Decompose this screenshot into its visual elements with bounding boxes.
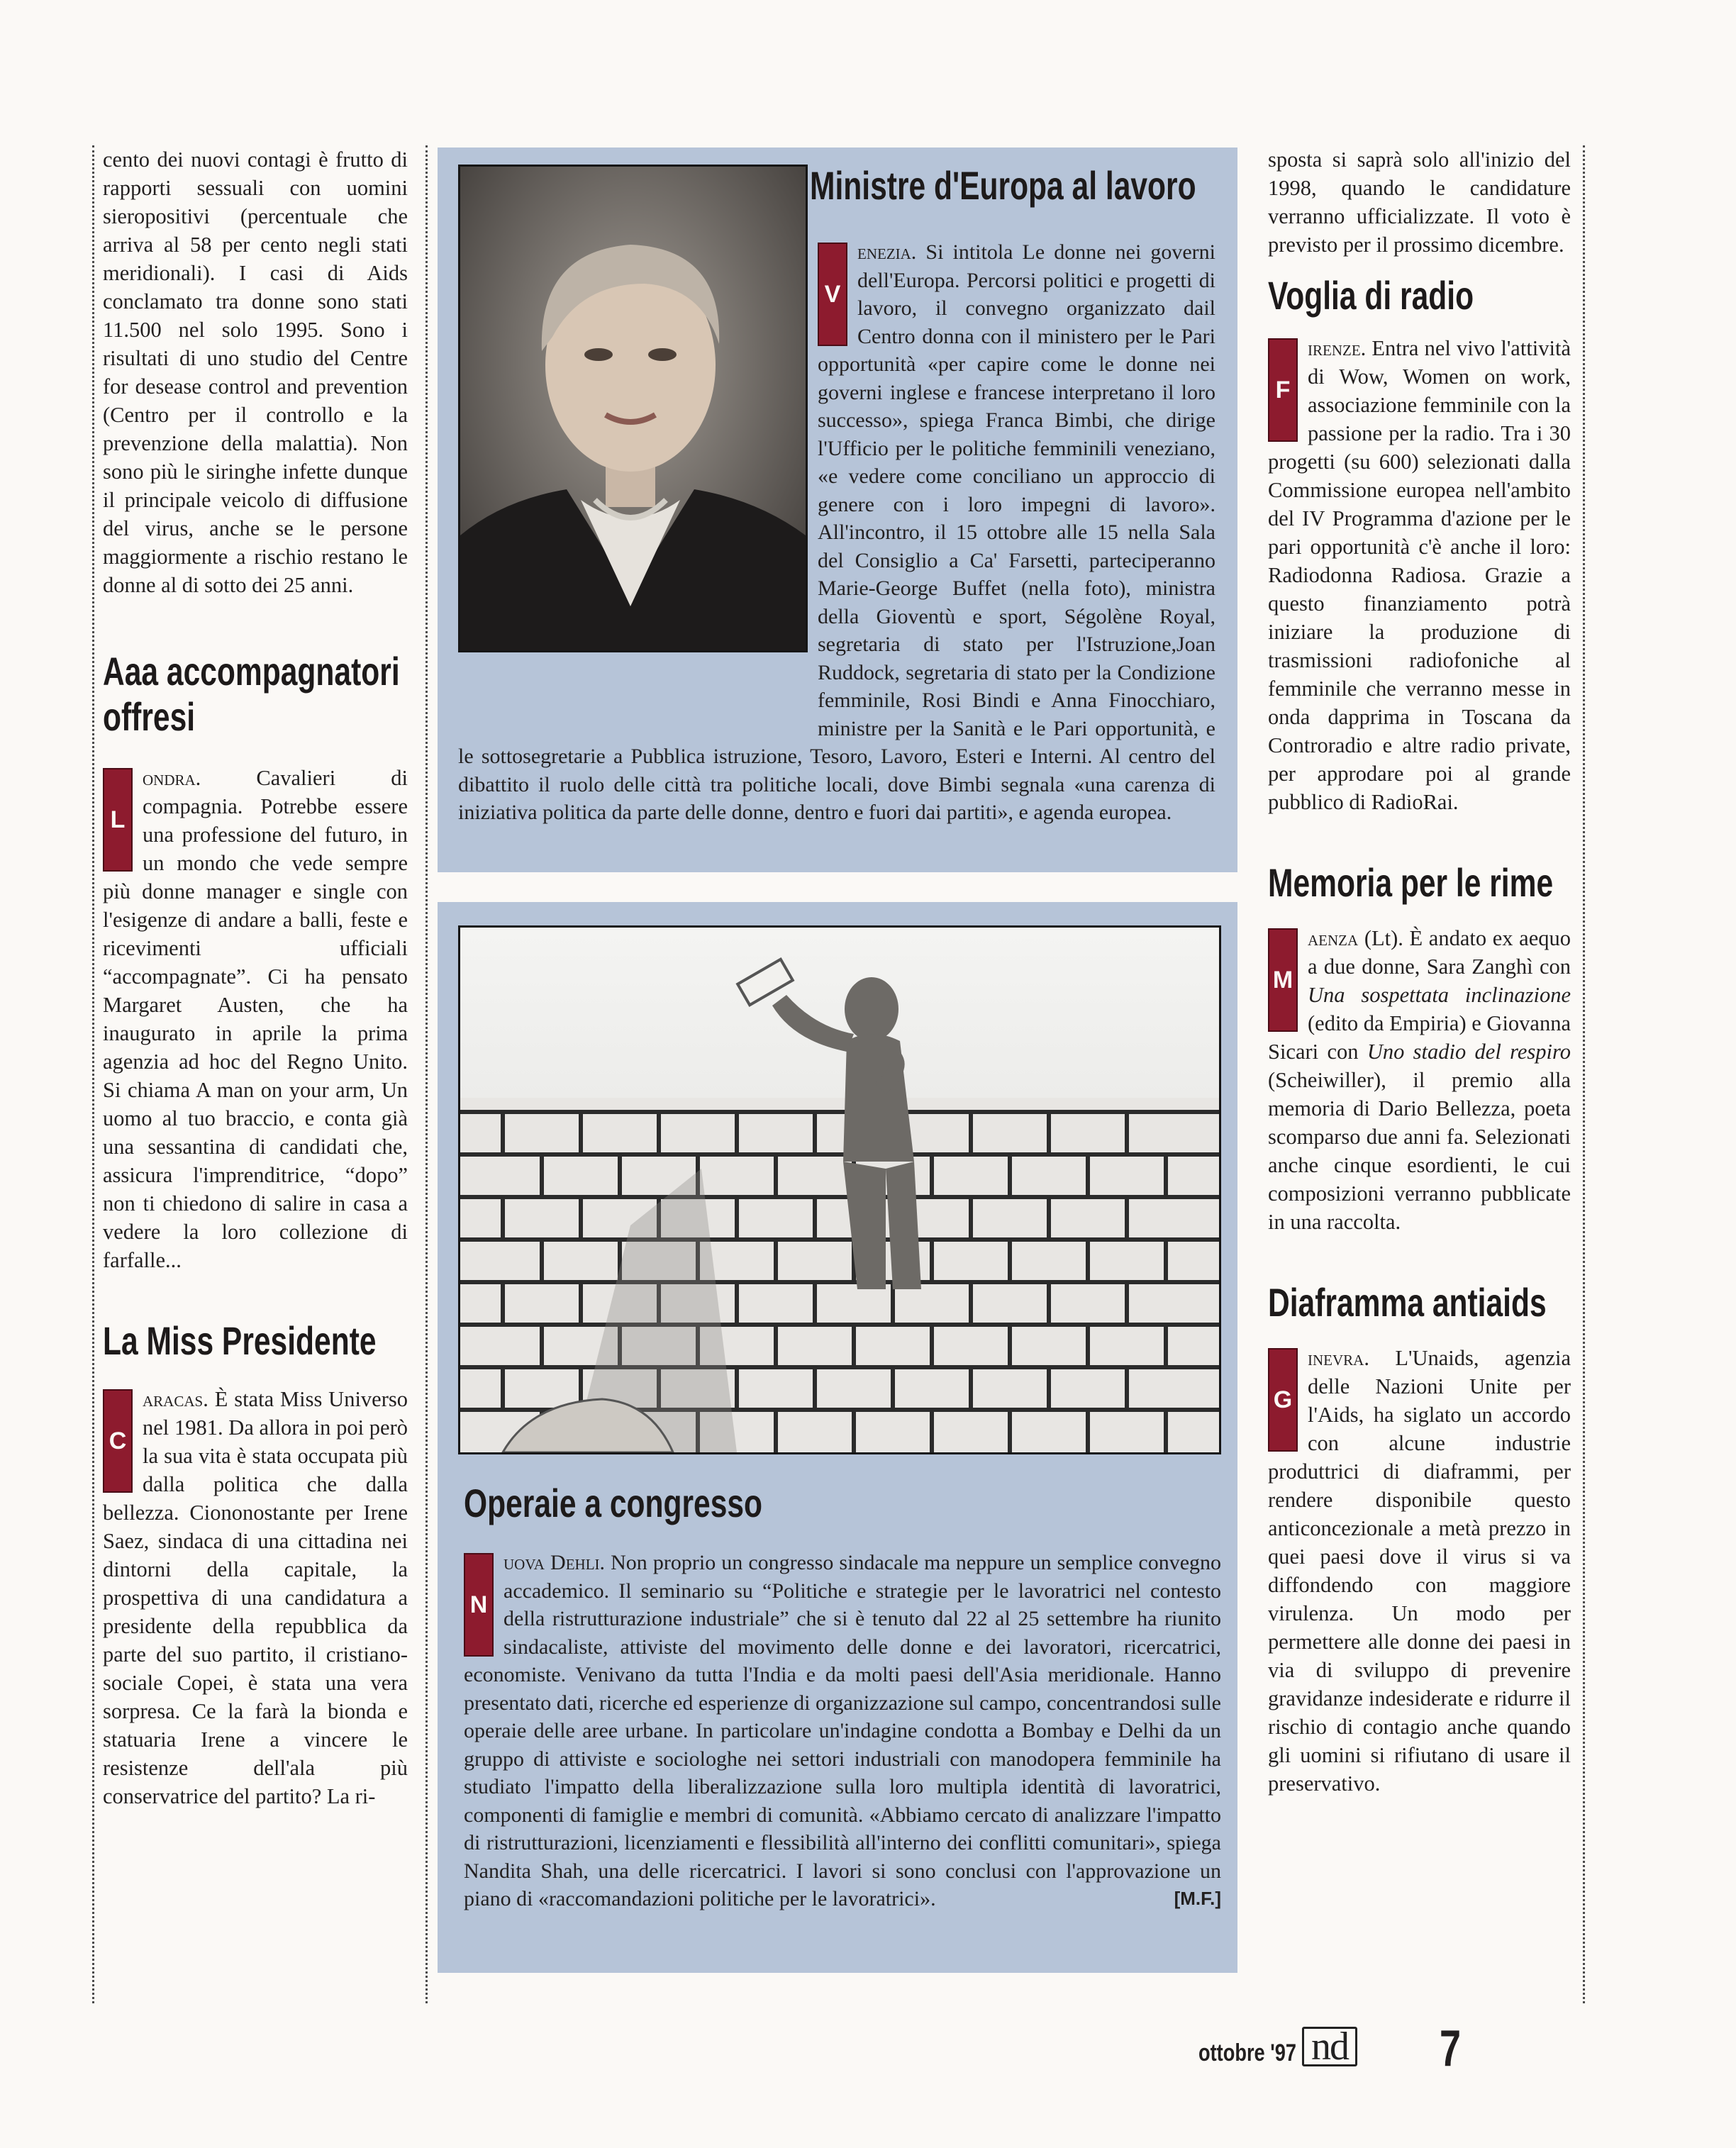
article-title: Ministre d'Europa al lavoro bbox=[810, 163, 1196, 208]
dateline-city: enezia. bbox=[857, 240, 917, 264]
book-title-2: Uno stadio del respiro bbox=[1367, 1040, 1571, 1064]
article-body: Cavalieri di compagnia. Potrebbe essere una professione del futuro, in un mondo che vede sempre più donne manager e single con l'esigenze di andare a balli, feste e ricevimenti ufficiali “accompagnate”. Ci ha pensato Margaret Austen, che ha inaugurato in aprile la prima agenzia ad hoc del Regno Unito. Si chiama A man on your arm, Un uomo al tuo braccio, e conta già una sessantina di candidati che, assicura l'imprenditrice, “dopo” non ti chiedono di salire in casa a vedere la loro collezione di farfalle... bbox=[103, 766, 408, 1272]
dropcap: M bbox=[1268, 928, 1298, 1032]
article-title: La Miss Presidente bbox=[103, 1318, 377, 1363]
article-body: È stata Miss Universo nel 1981. Da allora in poi però la sua vita è stata occupata più dalla politica che dalla bellezza. Ciononostante per Irene Saez, sindaca di una cittadina nei dintorni della capitale, la prospettiva di una candidatura a presidente della repubblica da parte del suo partito, il cristiano-sociale Copei, è stata una vera sorpresa. Ce la farà la bionda e statuaria Irene a vincere le resistenze dell'ala più conservatrice del partito? La ri- bbox=[103, 1387, 408, 1808]
book-title-1: Una sospettata inclinazione bbox=[1308, 983, 1571, 1007]
article-title: Operaie a congresso bbox=[464, 1481, 763, 1525]
col3-intro-text: sposta si saprà solo all'inizio del 1998, quando le candidature verranno ufficializzate. Il voto è previsto per il prossimo dicembre. bbox=[1268, 148, 1571, 257]
article-title: Aaa accompagnatori offresi bbox=[103, 649, 400, 739]
dropcap: F bbox=[1268, 338, 1298, 442]
article-memoria-per-le-rime bbox=[1268, 860, 1571, 1236]
dropcap: N bbox=[464, 1553, 494, 1657]
dropcap: V bbox=[818, 243, 847, 346]
dateline-city: aracas. bbox=[143, 1387, 208, 1411]
article-body: Si intitola Le donne nei governi dell'Europa. Percorsi politici e progetti di lavoro, il convegno organizzato dail Centro donna con il ministero per le Pari opportunità «per capire come le donne nei governi inglese e francese interpretano il loro successo», spiega Franca Bimbi, che dirige l'Ufficio per le politiche femminili veneziano, «e vedere come conciliano un approccio di genere con i loro impegni di lavoro». All'incontro, il 15 ottobre alle 15 nella Sala del Consiglio a Ca' Farsetti, parteciperanno Marie-George Buffet (nella foto), ministra della Gioventù e sport, Ségolène Royal, segretaria di stato per l'Istruzione,Joan Ruddock, segretaria di stato per la Condizione femminile, Rosi Bindi e Anna Finocchiaro, ministre per la Sanità e le Pari opportunità, e le sottosegretarie a Pubblica istruzione, Tesoro, Lavoro, Esteri e Interni. Al centro del dibattito il ruolo delle città tra politiche locali, dove Bimbi segnala «una carenza di iniziativa politica da parte delle donne, dentro e fuori dai partiti», e agenda europea. bbox=[458, 240, 1215, 824]
article-body-part1: (Lt). È andato ex aequo a due donne, Sara Zanghì con bbox=[1308, 926, 1571, 979]
column-1 bbox=[103, 145, 408, 1810]
magazine-logo: nd bbox=[1302, 2027, 1357, 2066]
article-body: Non proprio un congresso sindacale ma neppure un semplice convegno accademico. Il seminario su “Politiche e strategie per le lavoratrici nel contesto della ristrutturazione industriale” che si è tenuto dal 22 al 25 settembre ha riunito sindacaliste, attiviste del movimento delle donne e dei lavoratori, ricercatrici, economiste. Venivano da tutta l'India e da molti paesi dell'Asia meridionale. Hanno presentato dati, ricerche ed esperienze di organizzazione sul campo, concentrandosi sulle operaie delle aree urbane. In particolare un'indagine condotta a Bombay e Delhi da un gruppo di attiviste e sociologhe nei settori industriali con manodopera femminile ha studiato l'impatto della liberalizzazione sulla loro multipla identità di lavoratrici, componenti di famiglie e membri di comunità. «Abbiamo cercato di analizzare l'impatto di ristrutturazioni, licenziamenti e flessibilità all'interno dei conflitti comunitari», spiega Nandita Shah, una delle ricercatrici. I lavori si sono conclusi con l'approvazione un piano di «raccomandazioni politiche per le lavoratrici». bbox=[464, 1551, 1222, 1910]
article-body-part3: (Scheiwiller), il premio alla memoria di Dario Bellezza, poeta scomparso due anni fa. Selezionati anche cinque esordienti, le cui composizioni verranno pubblicate in una raccolta. bbox=[1268, 1068, 1571, 1234]
column-3 bbox=[1268, 145, 1571, 1798]
issue-date: ottobre '97 bbox=[1198, 2040, 1296, 2066]
dateline-city: uova Dehli. bbox=[503, 1551, 606, 1574]
brick-wall-illustration bbox=[460, 928, 1219, 1452]
author-signature: [M.F.] bbox=[1174, 1888, 1221, 1909]
article-body: L'Unaids, agenzia delle Nazioni Unite per l'Aids, ha siglato un accordo con alcune industrie produttrici di diaframmi, per rendere disponibile questo anticoncezionale a metà prezzo in quei paesi dove il virus si va diffondendo con maggiore virulenza. Un modo per permettere alle donne dei paesi in via di sviluppo di prevenire gravidanze indesiderate e ridurre il rischio di contagio anche quando gli uomini si rifiutano di usare il preservativo. bbox=[1268, 1346, 1571, 1796]
article-title: Voglia di radio bbox=[1268, 273, 1474, 318]
article-title: Memoria per le rime bbox=[1268, 860, 1554, 905]
dateline-city: inevra. bbox=[1308, 1346, 1369, 1370]
article-operaie bbox=[464, 1481, 1221, 1913]
article-accompagnatori bbox=[103, 649, 408, 1274]
dateline-city: irenze. bbox=[1308, 336, 1367, 360]
article-body-part2: (edito da Empiria) e Giovanna Sicari con bbox=[1268, 1011, 1571, 1064]
article-diaframma-antiaids bbox=[1268, 1280, 1571, 1798]
column-rule-right bbox=[1583, 145, 1585, 2003]
column-rule-left bbox=[92, 145, 94, 2003]
article-miss-presidente bbox=[103, 1318, 408, 1810]
dateline-city: aenza bbox=[1308, 926, 1359, 950]
dropcap: G bbox=[1268, 1348, 1298, 1452]
dropcap: C bbox=[103, 1389, 133, 1493]
dateline-city: ondra. bbox=[143, 766, 201, 790]
column-rule-mid-left bbox=[425, 145, 428, 2003]
page-number: 7 bbox=[1440, 2020, 1462, 2077]
article-body: Entra nel vivo l'attività di Wow, Women on work, associazione femminile con la passione per la radio. Tra i 30 progetti (su 600) selezionati dalla Commissione europea nell'ambito del IV Programma d'azione per le pari opportunità c'è anche il loro: Radiodonna Radiosa. Grazie a questo finanziamento potrà iniziare la produzione di trasmissioni radiofoniche al femminile che verranno messe in onda dapprima in Toscana da Controradio e altre radio private, per approdare poi al grande pubblico di RadioRai. bbox=[1268, 336, 1571, 814]
article-ministre bbox=[458, 163, 1215, 827]
article-voglia-di-radio bbox=[1268, 273, 1571, 816]
col1-intro-text: cento dei nuovi contagi è frutto di rapporti sessuali con uomini sieropositivi (percentuale che arriva al 58 per cento negli stati meridionali). I casi di Aids conclamato tra donne sono stati 11.500 nel solo 1995. Sono i risultati di uno studio del Centre for desease control and prevention (Centro per il controllo e la prevenzione della malattia). Non sono più le siringhe infette dunque il principale veicolo di diffusione del virus, anche se le persone maggiormente a rischio restano le donne al di sotto dei 25 anni. bbox=[103, 148, 408, 597]
worker-photo bbox=[458, 925, 1221, 1454]
article-title: Diaframma antiaids bbox=[1268, 1280, 1547, 1325]
dropcap: L bbox=[103, 768, 133, 872]
